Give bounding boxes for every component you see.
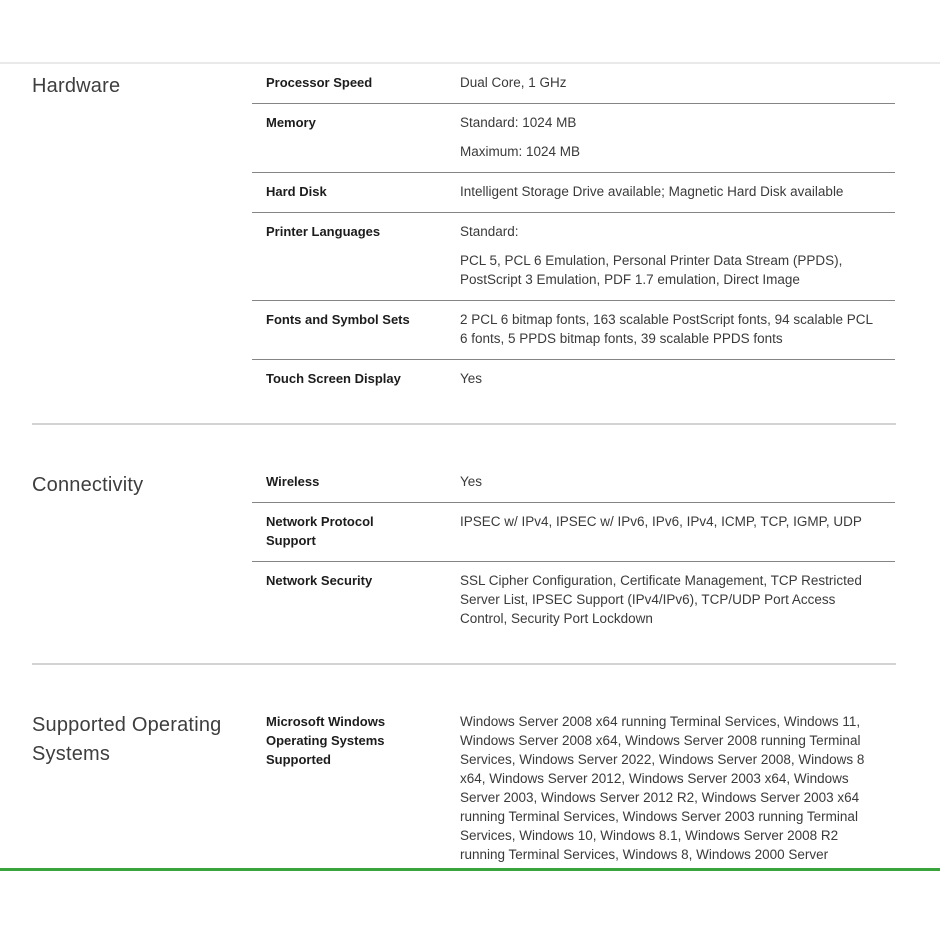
section-heading: Hardware (32, 75, 121, 97)
spec-value-line: PCL 5, PCL 6 Emulation, Personal Printer Data Stream (PPDS), PostScript 3 Emulation, PDF 1.7 emulation, Direct Image (460, 253, 843, 287)
spec-section (0, 703, 940, 875)
spec-value-line: Intelligent Storage Drive available; Magnetic Hard Disk available (460, 184, 844, 199)
spec-row (252, 64, 895, 104)
spec-row (252, 562, 895, 639)
spec-sheet (0, 64, 940, 875)
spec-row-label: Network Security (266, 573, 373, 588)
spec-row (252, 703, 895, 875)
spec-row-value (460, 73, 875, 92)
section-divider (32, 663, 896, 665)
spec-row-label: Hard Disk (266, 184, 327, 199)
bottom-accent-bar (0, 868, 940, 871)
spec-row-label: Touch Screen Display (266, 371, 401, 386)
spec-row (252, 173, 895, 213)
spec-value-line: Standard: (460, 224, 519, 239)
spec-value-line: Yes (460, 371, 483, 386)
spec-value-line: Yes (460, 474, 483, 489)
spec-row (252, 503, 895, 562)
spec-value-line: 2 PCL 6 bitmap fonts, 163 scalable PostScript fonts, 94 scalable PCL 6 fonts, 5 PPDS bitmap fonts, 39 scalable PPDS fonts (460, 312, 873, 346)
spec-section (0, 463, 940, 639)
spec-table (252, 463, 895, 639)
spec-row-value (460, 512, 875, 531)
spec-row-value (460, 310, 875, 348)
section-divider (32, 423, 896, 425)
spec-table (252, 64, 895, 399)
spec-row-value (460, 113, 875, 161)
spec-row-label: Network Protocol Support (266, 514, 374, 548)
spec-row-value (460, 222, 875, 289)
spec-value-line: Maximum: 1024 MB (460, 144, 581, 159)
spec-row-value (460, 369, 875, 388)
spec-row (252, 213, 895, 301)
spec-value-line: Standard: 1024 MB (460, 115, 577, 130)
spec-table (252, 703, 895, 875)
spec-row-label: Printer Languages (266, 224, 381, 239)
spec-value-line: IPSEC w/ IPv4, IPSEC w/ IPv6, IPv6, IPv4, ICMP, TCP, IGMP, UDP (460, 514, 862, 529)
spec-row-value (460, 472, 875, 491)
spec-section (0, 64, 940, 399)
spec-row-label: Microsoft Windows Operating Systems Supported (266, 714, 386, 767)
spec-row-label: Memory (266, 115, 316, 130)
spec-row (252, 301, 895, 360)
spec-row-label: Processor Speed (266, 75, 373, 90)
section-heading: Supported Operating Systems (32, 714, 222, 765)
spec-row-label: Wireless (266, 474, 320, 489)
spec-value-line: Dual Core, 1 GHz (460, 75, 567, 90)
spec-row-value (460, 182, 875, 201)
spec-row (252, 360, 895, 399)
spec-row (252, 463, 895, 503)
section-heading: Connectivity (32, 474, 144, 496)
spec-row-value (460, 571, 875, 628)
spec-row-value (460, 712, 875, 864)
spec-value-line: Windows Server 2008 x64 running Terminal Services, Windows 11, Windows Server 2008 x64, Windows Server 2008 running Terminal Services, Windows Server 2022, Windows Server 2008, Windows 8 x64, Windows Server 2012, Windows Server 2003 x64, Windows Server 2003, Windows Server 2012 R2, Windows Server 2003 x64 running Terminal Services, Windows Server 2003 running Terminal Services, Windows 10, Windows 8.1, Windows Server 2008 R2 running Terminal Services, Windows 8, Windows 2000 Server (460, 714, 865, 862)
spec-row (252, 104, 895, 173)
spec-row-label: Fonts and Symbol Sets (266, 312, 410, 327)
spec-value-line: SSL Cipher Configuration, Certificate Management, TCP Restricted Server List, IPSEC Support (IPv4/IPv6), TCP/UDP Port Access Control, Security Port Lockdown (460, 573, 862, 626)
